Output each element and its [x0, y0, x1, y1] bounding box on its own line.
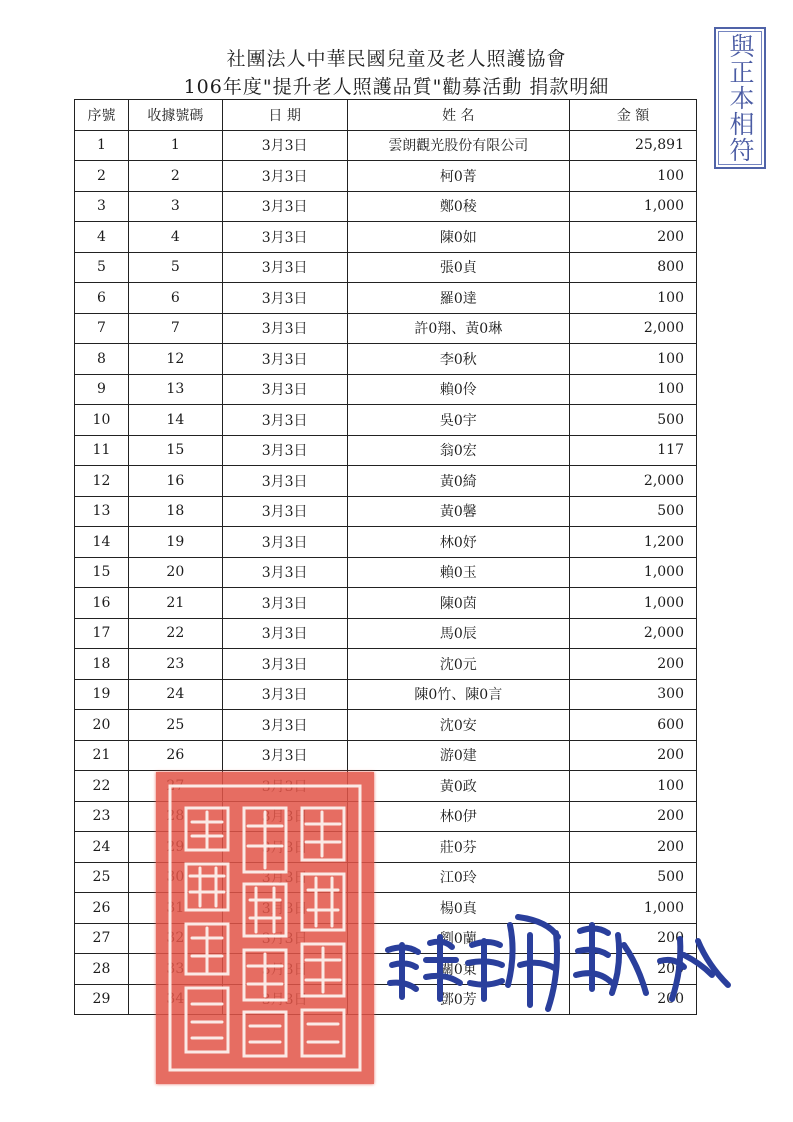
cell-serial: 13	[75, 496, 129, 527]
cell-receipt: 16	[128, 466, 222, 497]
cell-date: 3月3日	[222, 496, 347, 527]
table-row	[75, 588, 697, 619]
table-header-row	[75, 100, 697, 131]
cell-name: 沈0元	[347, 649, 570, 680]
cell-date: 3月3日	[222, 161, 347, 192]
cell-amount: 100	[570, 283, 697, 314]
cell-receipt: 23	[128, 649, 222, 680]
cell-serial: 9	[75, 374, 129, 405]
cell-serial: 6	[75, 283, 129, 314]
cell-receipt: 25	[128, 710, 222, 741]
cell-amount: 100	[570, 161, 697, 192]
table-row	[75, 527, 697, 558]
cell-date: 3月3日	[222, 557, 347, 588]
cell-amount: 500	[570, 496, 697, 527]
cell-receipt: 26	[128, 740, 222, 771]
cell-date: 3月3日	[222, 649, 347, 680]
header-amount: 金 額	[570, 100, 697, 131]
document-title: 社團法人中華民國兒童及老人照護協會	[226, 48, 567, 70]
cell-name: 賴0玉	[347, 557, 570, 588]
table-row	[75, 496, 697, 527]
cell-serial: 14	[75, 527, 129, 558]
cell-serial: 24	[75, 832, 129, 863]
cell-receipt: 18	[128, 496, 222, 527]
cell-name: 賴0伶	[347, 374, 570, 405]
header-receipt: 收據號碼	[128, 100, 222, 131]
cell-date: 3月3日	[222, 588, 347, 619]
seal-glyphs	[156, 772, 374, 1084]
cell-amount: 1,000	[570, 588, 697, 619]
cell-name: 鄭0稜	[347, 191, 570, 222]
cell-name: 黃0馨	[347, 496, 570, 527]
cell-date: 3月3日	[222, 313, 347, 344]
cell-amount: 500	[570, 862, 697, 893]
organization-seal	[156, 772, 374, 1084]
cell-amount: 500	[570, 405, 697, 436]
cell-amount: 200	[570, 954, 697, 985]
cell-serial: 28	[75, 954, 129, 985]
cell-date: 3月3日	[222, 527, 347, 558]
cell-receipt: 19	[128, 527, 222, 558]
cell-date: 3月3日	[222, 344, 347, 375]
cell-serial: 15	[75, 557, 129, 588]
cell-date: 3月3日	[222, 405, 347, 436]
cell-name: 游0建	[347, 740, 570, 771]
table-row	[75, 252, 697, 283]
cell-amount: 200	[570, 923, 697, 954]
cell-date: 3月3日	[222, 679, 347, 710]
cell-receipt: 6	[128, 283, 222, 314]
cell-date: 3月3日	[222, 222, 347, 253]
table-row	[75, 191, 697, 222]
table-row	[75, 649, 697, 680]
cell-receipt: 4	[128, 222, 222, 253]
cell-name: 羅0達	[347, 283, 570, 314]
cell-name: 陳0竹、陳0言	[347, 679, 570, 710]
cell-amount: 2,000	[570, 313, 697, 344]
cell-amount: 200	[570, 984, 697, 1015]
table-row	[75, 466, 697, 497]
cell-name: 楊0真	[347, 893, 570, 924]
cell-receipt: 7	[128, 313, 222, 344]
cell-date: 3月3日	[222, 130, 347, 161]
cell-name: 陳0如	[347, 222, 570, 253]
document-subtitle: 106年度"提升老人照護品質"勸募活動 捐款明細	[183, 76, 610, 98]
cell-receipt: 22	[128, 618, 222, 649]
cell-date: 3月3日	[222, 252, 347, 283]
cell-date: 3月3日	[222, 618, 347, 649]
cell-date: 3月3日	[222, 435, 347, 466]
cell-receipt: 14	[128, 405, 222, 436]
cell-amount: 800	[570, 252, 697, 283]
cell-receipt: 2	[128, 161, 222, 192]
cell-serial: 11	[75, 435, 129, 466]
cell-amount: 2,000	[570, 618, 697, 649]
cell-serial: 17	[75, 618, 129, 649]
cell-serial: 16	[75, 588, 129, 619]
cell-name: 張0貞	[347, 252, 570, 283]
header-date: 日 期	[222, 100, 347, 131]
cell-amount: 100	[570, 374, 697, 405]
cell-receipt: 13	[128, 374, 222, 405]
cell-name: 李0秋	[347, 344, 570, 375]
cell-amount: 25,891	[570, 130, 697, 161]
cell-name: 吳0宇	[347, 405, 570, 436]
cell-amount: 300	[570, 679, 697, 710]
cell-amount: 117	[570, 435, 697, 466]
table-row	[75, 313, 697, 344]
cell-serial: 7	[75, 313, 129, 344]
cell-serial: 12	[75, 466, 129, 497]
cell-serial: 26	[75, 893, 129, 924]
cell-date: 3月3日	[222, 466, 347, 497]
cell-amount: 1,000	[570, 893, 697, 924]
chairman-signature	[380, 905, 750, 1015]
table-row	[75, 344, 697, 375]
table-row	[75, 222, 697, 253]
cell-serial: 29	[75, 984, 129, 1015]
cell-name: 莊0芬	[347, 832, 570, 863]
header-name: 姓 名	[347, 100, 570, 131]
cell-receipt: 5	[128, 252, 222, 283]
cell-amount: 200	[570, 740, 697, 771]
cell-serial: 22	[75, 771, 129, 802]
cell-amount: 600	[570, 710, 697, 741]
cell-amount: 1,000	[570, 191, 697, 222]
cell-serial: 2	[75, 161, 129, 192]
cell-amount: 100	[570, 344, 697, 375]
header-serial: 序號	[75, 100, 129, 131]
cell-serial: 5	[75, 252, 129, 283]
cell-serial: 20	[75, 710, 129, 741]
cell-date: 3月3日	[222, 191, 347, 222]
cell-serial: 23	[75, 801, 129, 832]
cell-date: 3月3日	[222, 710, 347, 741]
cell-name: 林0伊	[347, 801, 570, 832]
table-row	[75, 374, 697, 405]
table-row	[75, 710, 697, 741]
cell-serial: 1	[75, 130, 129, 161]
cell-serial: 25	[75, 862, 129, 893]
cell-serial: 10	[75, 405, 129, 436]
cell-serial: 4	[75, 222, 129, 253]
cell-serial: 3	[75, 191, 129, 222]
cell-amount: 200	[570, 832, 697, 863]
certification-stamp: 與正本相符	[714, 27, 766, 169]
cell-serial: 27	[75, 923, 129, 954]
cell-amount: 2,000	[570, 466, 697, 497]
cell-name: 翁0宏	[347, 435, 570, 466]
cell-amount: 1,200	[570, 527, 697, 558]
cell-name: 許0翔、黃0琳	[347, 313, 570, 344]
cell-serial: 18	[75, 649, 129, 680]
cell-name: 鄧0芳	[347, 984, 570, 1015]
cell-name: 林0妤	[347, 527, 570, 558]
cell-serial: 19	[75, 679, 129, 710]
table-row	[75, 557, 697, 588]
table-row	[75, 130, 697, 161]
table-row	[75, 435, 697, 466]
table-row	[75, 283, 697, 314]
cell-name: 柯0菁	[347, 161, 570, 192]
cell-date: 3月3日	[222, 374, 347, 405]
cell-name: 沈0安	[347, 710, 570, 741]
cell-name: 陳0茵	[347, 588, 570, 619]
table-row	[75, 161, 697, 192]
cell-receipt: 20	[128, 557, 222, 588]
cell-receipt: 15	[128, 435, 222, 466]
table-row	[75, 679, 697, 710]
cell-serial: 21	[75, 740, 129, 771]
cell-amount: 100	[570, 771, 697, 802]
cell-receipt: 12	[128, 344, 222, 375]
cell-receipt: 24	[128, 679, 222, 710]
cell-name: 關0東	[347, 954, 570, 985]
cell-receipt: 1	[128, 130, 222, 161]
cell-amount: 200	[570, 222, 697, 253]
cell-serial: 8	[75, 344, 129, 375]
cell-amount: 200	[570, 801, 697, 832]
cell-name: 黃0綺	[347, 466, 570, 497]
cell-name: 黃0政	[347, 771, 570, 802]
table-row	[75, 740, 697, 771]
cell-receipt: 21	[128, 588, 222, 619]
cell-date: 3月3日	[222, 740, 347, 771]
cell-name: 劉0蘭	[347, 923, 570, 954]
cell-name: 江0玲	[347, 862, 570, 893]
cell-amount: 200	[570, 649, 697, 680]
table-row	[75, 618, 697, 649]
cell-name: 雲朗觀光股份有限公司	[347, 130, 570, 161]
cell-date: 3月3日	[222, 283, 347, 314]
table-row	[75, 405, 697, 436]
cell-receipt: 3	[128, 191, 222, 222]
cell-name: 馬0辰	[347, 618, 570, 649]
cell-amount: 1,000	[570, 557, 697, 588]
